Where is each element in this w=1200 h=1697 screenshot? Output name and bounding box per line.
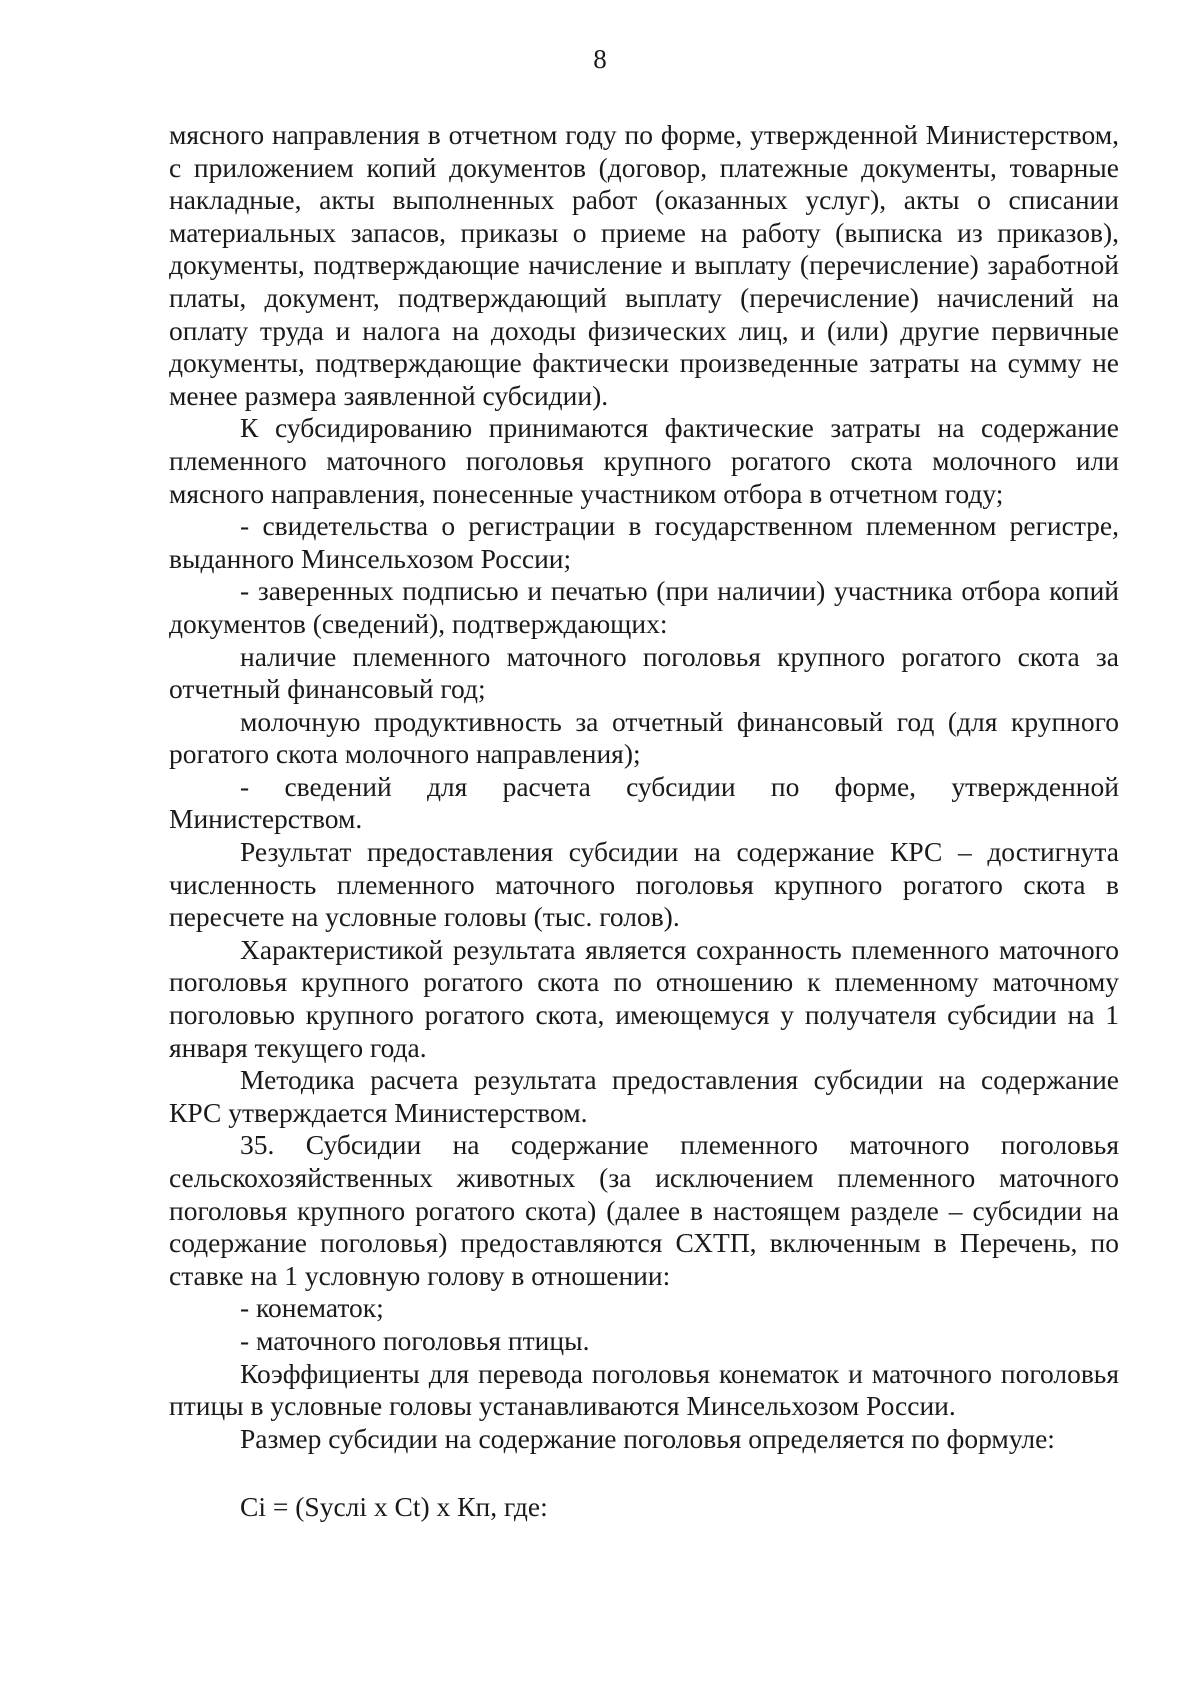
paragraph-continuation: мясного направления в отчетном году по форме, утвержденной Министерством, с приложением копий документов (договор, платежные документы, товарные накладные, акты выполненных работ (оказанных услуг), акты о списании материальных запасов, приказы о приеме на работу (выписка из приказов), документы, подтверждающие начисление и выплату (перечисление) заработной платы, документ, подтверждающий выплату (перечисление) начислений на оплату труда и налога на доходы физических лиц, и (или) другие первичные документы, подтверждающие фактически произведенные затраты на сумму не менее размера заявленной субсидии). — [169, 119, 1119, 411]
paragraph-breeding-stock: наличие племенного маточного поголовья крупного рогатого скота за отчетный финансовый год; — [169, 640, 1119, 705]
paragraph-subsidized-costs: К субсидированию принимаются фактические затраты на содержание племенного маточного поголовья крупного рогатого скота молочного или мясного направления, понесенные участником отбора в отчетном году; — [169, 412, 1119, 509]
list-item-poultry: - маточного поголовья птицы. — [240, 1324, 590, 1356]
paragraph-coefficients: Коэффициенты для перевода поголовья конематок и маточного поголовья птицы в условные головы устанавливаются Минсельхозом России. — [169, 1357, 1119, 1422]
paragraph-section-35: 35. Субсидии на содержание племенного маточного поголовья сельскохозяйственных животных (за исключением племенного маточного поголовья крупного рогатого скота) (далее в настоящем разделе – субсидии на содержание поголовья) предоставляются СХТП, включенным в Перечень, по ставке на 1 условную голову в отношении: — [169, 1129, 1119, 1291]
page-number: 8 — [593, 44, 607, 74]
formula: Ci = (Sуслi x Ct) x Кп, где: — [240, 1491, 548, 1523]
paragraph-registry-certificate: - свидетельства о регистрации в государственном племенном регистре, выданного Минсельхозом России; — [169, 510, 1119, 574]
paragraph-formula-intro: Размер субсидии на содержание поголовья определяется по формуле: — [240, 1422, 1055, 1454]
paragraph-methodology: Методика расчета результата предоставления субсидии на содержание КРС утверждается Министерством. — [169, 1064, 1119, 1128]
paragraph-calculation-info: - сведений для расчета субсидии по форме, утвержденной Министерством. — [169, 770, 1119, 835]
document-body — [169, 119, 1119, 1524]
paragraph-certified-copies: - заверенных подписью и печатью (при наличии) участника отбора копий документов (сведений), подтверждающих: — [169, 575, 1119, 639]
paragraph-milk-productivity: молочную продуктивность за отчетный финансовый год (для крупного рогатого скота молочного направления); — [169, 705, 1119, 770]
paragraph-result-characteristic: Характеристикой результата является сохранность племенного маточного поголовья крупного рогатого скота по отношению к племенному маточному поголовью крупного рогатого скота, имеющемуся у получателя субсидии на 1 января текущего года. — [169, 933, 1119, 1063]
list-item-mares: - конематок; — [240, 1292, 384, 1324]
paragraph-result: Результат предоставления субсидии на содержание КРС – достигнута численность племенного маточного поголовья крупного рогатого скота в пересчете на условные головы (тыс. голов). — [169, 836, 1119, 933]
